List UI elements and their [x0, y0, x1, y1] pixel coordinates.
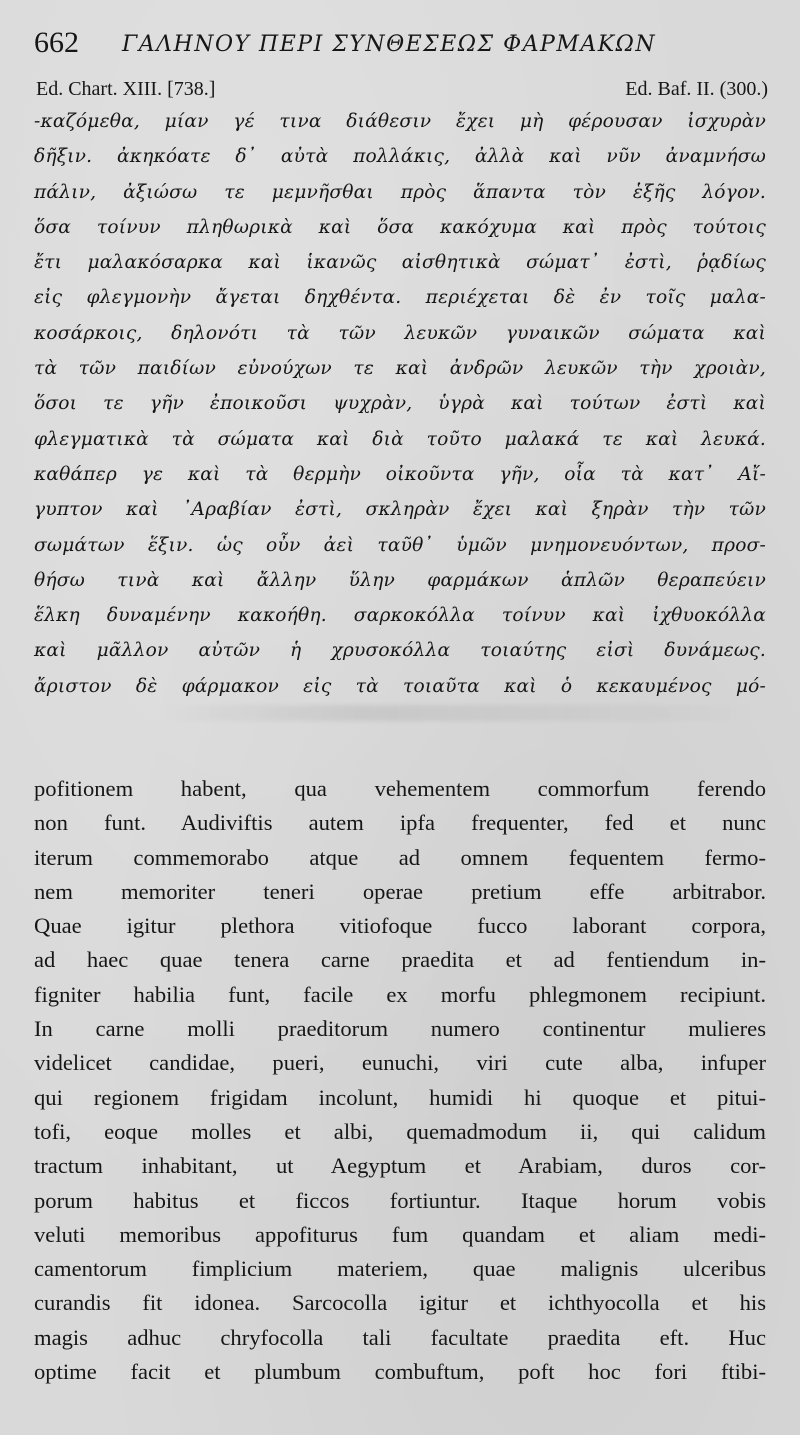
greek-line: γυπτον καὶ ᾽Αραβίαν ἐστὶ, σκληρὰν ἔχει καὶ ξηρὰν τὴν τῶν	[34, 499, 766, 521]
latin-line: camentorum fimplicium materiem, quae malignis ulceribus	[34, 1256, 766, 1282]
latin-line: optime facit et plumbum combuftum, poft hoc fori ftibi-	[34, 1359, 766, 1385]
running-title: ΓΑΛΗΝΟΥ ΠΕΡΙ ΣΥΝΘΕΣΕΩΣ ΦΑΡΜΑΚΩΝ	[122, 32, 657, 57]
latin-line: curandis fit idonea. Sarcocolla igitur et ichthyocolla et his	[34, 1290, 766, 1316]
greek-line: κοσάρκοις, δηλονότι τὰ τῶν λευκῶν γυναικῶν σώματα καὶ	[34, 322, 766, 344]
edition-basel: Ed. Baf. II. (300.)	[625, 78, 768, 100]
greek-line: ὅσοι τε γῆν ἐποικοῦσι ψυχρὰν, ὑγρὰ καὶ τούτων ἐστὶ καὶ	[34, 393, 766, 415]
greek-line: ἕλκη δυναμένην κακοήθη. σαρκοκόλλα τοίνυν καὶ ἰχθυοκόλλα	[34, 605, 766, 627]
latin-line: porum habitus et ficcos fortiuntur. Itaque horum vobis	[34, 1187, 766, 1213]
latin-line: magis adhuc chryfocolla tali facultate praedita eft. Huc	[34, 1324, 766, 1350]
latin-line: qui regionem frigidam incolunt, humidi hi quoque et pitui-	[34, 1084, 766, 1110]
latin-line: Quae igitur plethora vitiofoque fucco laborant corpora,	[34, 913, 766, 939]
greek-line: φλεγματικὰ τὰ σώματα καὶ διὰ τοῦτο μαλακά τε καὶ λευκά.	[34, 428, 766, 450]
greek-line: καθάπερ γε καὶ τὰ θερμὴν οἰκοῦντα γῆν, οἷα τὰ κατ᾽ Αἴ-	[34, 463, 766, 485]
latin-line: pofitionem habent, qua vehementem commorfum ferendo	[34, 776, 766, 801]
greek-line: καὶ μᾶλλον αὐτῶν ἡ χρυσοκόλλα τοιαύτης εἰσὶ δυνάμεως.	[34, 640, 766, 662]
greek-line: ἔτι μαλακόσαρκα καὶ ἱκανῶς αἰσθητικὰ σώματ᾽ ἐστὶ, ῥᾳδίως	[34, 252, 766, 274]
greek-line: ὅσα τοίνυν πληθωρικὰ καὶ ὅσα κακόχυμα καὶ πρὸς τούτοις	[34, 216, 766, 238]
greek-line: πάλιν, ἀξιώσω τε μεμνῆσθαι πρὸς ἅπαντα τὸν ἑξῆς λόγον.	[34, 181, 766, 203]
latin-line: tractum inhabitant, ut Aegyptum et Arabiam, duros cor-	[34, 1153, 766, 1179]
edition-chartier: Ed. Chart. XIII. [738.]	[36, 78, 216, 100]
edition-line	[36, 78, 768, 104]
show-through-shadow	[160, 705, 760, 721]
latin-text-block	[34, 772, 766, 1389]
greek-line: τὰ τῶν παιδίων εὐνούχων τε καὶ ἀνδρῶν λευκῶν τὴν χροιὰν,	[34, 358, 766, 380]
latin-line: ad haec quae tenera carne praedita et ad fentiendum in-	[34, 947, 766, 973]
latin-line: veluti memoribus appofiturus fum quandam et aliam medi-	[34, 1221, 766, 1247]
greek-line: εἰς φλεγμονὴν ἄγεται δηχθέντα. περιέχεται δὲ ἐν τοῖς μαλα-	[34, 287, 766, 309]
greek-line: -καζόμεθα, μίαν γέ τινα διάθεσιν ἔχει μὴ φέρουσαν ἰσχυρὰν	[34, 111, 766, 132]
latin-line: non funt. Audiviftis autem ipfa frequenter, fed et nunc	[34, 810, 766, 836]
latin-line: tofi, eoque molles et albi, quemadmodum ii, qui calidum	[34, 1118, 766, 1144]
latin-line: videlicet candidae, pueri, eunuchi, viri cute alba, infuper	[34, 1050, 766, 1076]
latin-line: iterum commemorabo atque ad omnem fequentem fermo-	[34, 844, 766, 870]
latin-line: nem memoriter teneri operae pretium effe arbitrabor.	[34, 878, 766, 904]
running-head	[34, 22, 774, 66]
greek-text-block	[34, 104, 766, 704]
latin-line: figniter habilia funt, facile ex morfu phlegmonem recipiunt.	[34, 981, 766, 1007]
greek-line: σωμάτων ἕξιν. ὡς οὖν ἀεὶ ταῦθ᾽ ὑμῶν μνημονευόντων, προσ-	[34, 534, 766, 556]
latin-line: In carne molli praeditorum numero continentur mulieres	[34, 1016, 766, 1042]
greek-line: θήσω τινὰ καὶ ἄλλην ὕλην φαρμάκων ἁπλῶν θεραπεύειν	[34, 569, 766, 591]
greek-line: δῆξιν. ἀκηκόατε δ᾽ αὐτὰ πολλάκις, ἀλλὰ καὶ νῦν ἀναμνήσω	[34, 146, 766, 168]
greek-line: ἄριστον δὲ φάρμακον εἰς τὰ τοιαῦτα καὶ ὁ κεκαυμένος μό-	[34, 675, 766, 697]
page-number: 662	[34, 26, 79, 59]
